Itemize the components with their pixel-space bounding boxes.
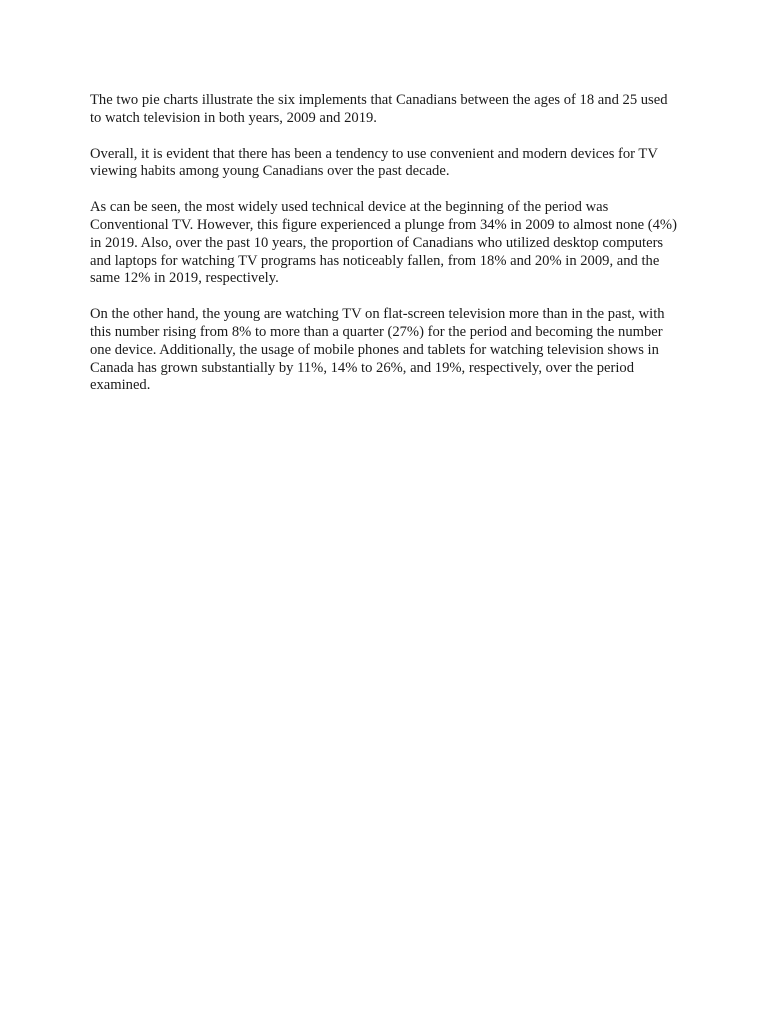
paragraph-growth-details: On the other hand, the young are watching TV on flat-screen television more than in the past, with this number rising from 8% to more than a quarter (27%) for the period and becoming the number one device. Additionally, the usage of mobile phones and tablets for watching television shows in Canada has grown substantially by 11%, 14% to 26%, and 19%, respectively, over the period examined. <box>90 306 665 394</box>
paragraph-overview: Overall, it is evident that there has been a tendency to use convenient and modern devices for TV viewing habits among young Canadians over the past decade. <box>90 145 658 180</box>
document-body <box>90 92 682 413</box>
paragraph-decline-details: As can be seen, the most widely used technical device at the beginning of the period was Conventional TV. However, this figure experienced a plunge from 34% in 2009 to almost none (4%) in 2019. Also, over the past 10 years, the proportion of Canadians who utilized desktop computers and laptops for watching TV programs has noticeably fallen, from 18% and 20% in 2009, and the same 12% in 2019, respectively. <box>90 199 677 287</box>
paragraph-introduction: The two pie charts illustrate the six implements that Canadians between the ages of 18 and 25 used to watch television in both years, 2009 and 2019. <box>90 92 668 126</box>
